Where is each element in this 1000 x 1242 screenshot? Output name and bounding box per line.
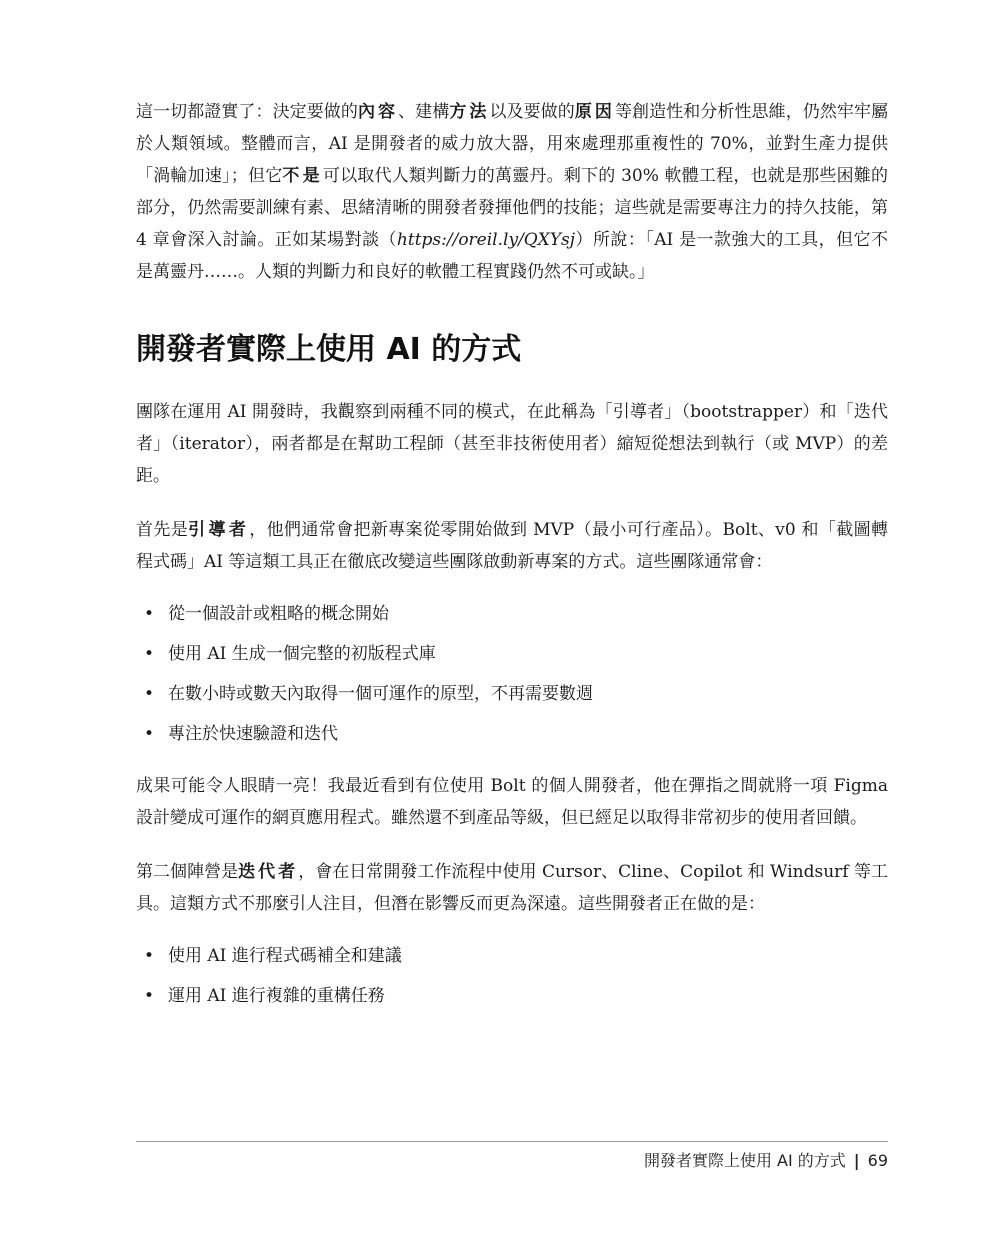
list-item	[136, 640, 888, 668]
modes-paragraph: 團隊在運用 AI 開發時，我觀察到兩種不同的模式，在此稱為「引導者」（bootstrapper）和「迭代者」（iterator），兩者都是在幫助工程師（甚至非技術使用者）縮短從想法到執行（或 MVP）的差距。	[136, 402, 888, 486]
section-heading: 開發者實際上使用 AI 的方式	[136, 332, 522, 367]
footer-divider	[136, 1141, 888, 1142]
emphasis-not: 不是	[282, 166, 323, 186]
text-run: 首先是	[136, 520, 189, 540]
text-run: 可以取代人類判斷力的萬靈丹。剩下的 30% 軟體工程，也就是那些困難的部分，仍然需要訓練有素、思緒清晰的開發者發揮他們的技能；這些就是需要專注力的持久技能，第 4 章會深入討論。正如某場對談（	[136, 166, 889, 250]
text-run: 等創造性和分析性思維，仍然牢牢屬於人類領域。整體而言，AI 是開發者的威力放大器，用來處理那重複性的 70%，並對生產力提供「渦輪加速」；但它	[136, 102, 889, 186]
iterator-list	[136, 942, 888, 1010]
bullet-icon: •	[144, 684, 155, 704]
intro-paragraph	[136, 96, 888, 288]
text-run: ，會在日常開發工作流程中使用 Cursor、Cline、Copilot 和 Windsurf 等工具。這類方式不那麼引人注目，但潛在影響反而更為深遠。這些開發者正在做的是：	[136, 862, 889, 914]
bullet-icon: •	[144, 986, 155, 1006]
running-title: 開發者實際上使用 AI 的方式	[643, 1151, 846, 1170]
text-run: 這一切都證實了：決定要做的	[136, 102, 358, 122]
list-item	[136, 680, 888, 708]
text-run: 、建構	[398, 102, 450, 122]
list-item-text: 從一個設計或粗略的概念開始	[168, 604, 389, 624]
text-run: ）所說：「AI 是一款強大的工具，但它不是萬靈丹……。人類的判斷力和良好的軟體工程實踐仍然不可或缺。」	[136, 230, 888, 282]
page-content	[136, 96, 888, 1032]
list-item	[136, 982, 888, 1010]
emphasis-why: 原因	[574, 102, 615, 122]
list-item	[136, 720, 888, 748]
bullet-icon: •	[144, 946, 155, 966]
list-item-text: 在數小時或數天內取得一個可運作的原型，不再需要數週	[168, 684, 593, 704]
reference-link[interactable]: https://oreil.ly/QXYsj	[396, 230, 576, 250]
list-item-text: 使用 AI 進行程式碼補全和建議	[168, 946, 402, 966]
footer-separator: |	[853, 1151, 860, 1170]
text-run: ，他們通常會把新專案從零開始做到 MVP（最小可行產品）。Bolt、v0 和「截圖轉程式碼」AI 等這類工具正在徹底改變這些團隊啟動新專案的方式。這些團隊通常會：	[136, 520, 888, 572]
iterator-paragraph	[136, 856, 888, 920]
list-item-text: 使用 AI 生成一個完整的初版程式庫	[168, 644, 436, 664]
list-item	[136, 600, 888, 628]
list-item	[136, 942, 888, 970]
text-run: 第二個陣營是	[136, 862, 239, 882]
bullet-icon: •	[144, 724, 155, 744]
bullet-icon: •	[144, 604, 155, 624]
emphasis-bootstrapper: 引導者	[188, 520, 250, 540]
page-number: 69	[867, 1151, 888, 1170]
text-run: 以及要做的	[489, 102, 575, 122]
page-footer	[644, 1149, 888, 1173]
emphasis-what: 內容	[357, 102, 399, 122]
bootstrapper-paragraph	[136, 514, 888, 578]
emphasis-how: 方法	[449, 102, 490, 122]
list-item-text: 運用 AI 進行複雜的重構任務	[168, 986, 385, 1006]
list-item-text: 專注於快速驗證和迭代	[168, 724, 338, 744]
bootstrapper-list	[136, 600, 888, 748]
bullet-icon: •	[144, 644, 155, 664]
result-paragraph: 成果可能令人眼睛一亮！我最近看到有位使用 Bolt 的個人開發者，他在彈指之間就將一項 Figma 設計變成可運作的網頁應用程式。雖然還不到產品等級，但已經足以取得非常初步的使用者回饋。	[136, 776, 888, 828]
emphasis-iterator: 迭代者	[238, 862, 299, 882]
